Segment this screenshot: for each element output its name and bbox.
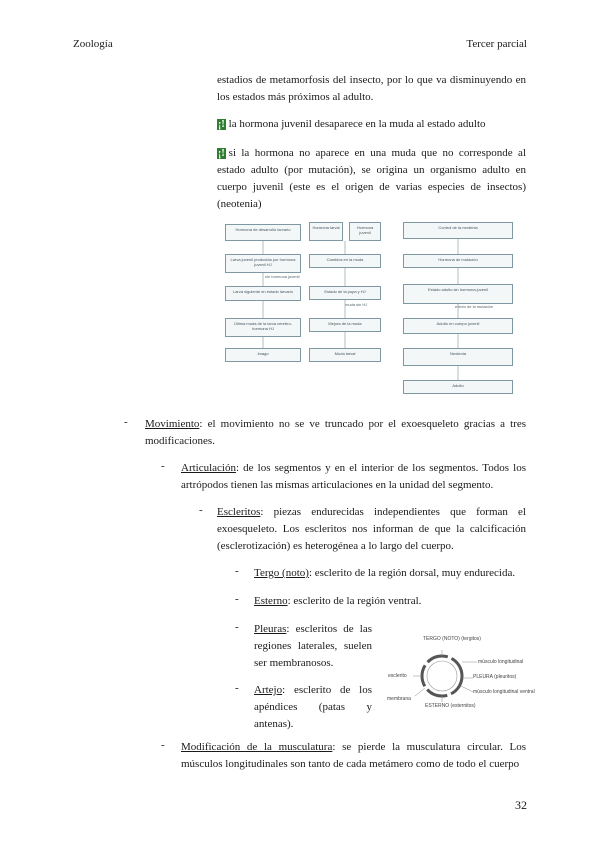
esterno-paragraph (254, 593, 526, 610)
label-esterno: ESTERNO (esternitos) (425, 703, 476, 709)
flow-box: Hormona de mutación (403, 254, 513, 268)
artejo-term: Artejo (254, 684, 283, 696)
intro-text: estadios de metamorfosis del insecto, por lo que va disminuyendo en los estados más próximos al adulto. (217, 74, 526, 103)
bullet-dash: - (199, 504, 203, 516)
flow-box: Mejora de la muda (309, 318, 381, 332)
flow-box: Adulto en cuerpo juvenil (403, 318, 513, 334)
bullet-dash: - (161, 739, 165, 751)
flow-connectors (225, 218, 513, 396)
flow-box: Hormona larval (309, 222, 343, 241)
flow-box: Estado adulto sin hormona juvenil (403, 284, 513, 304)
flow-note: sin hormona juvenil (265, 274, 300, 279)
flow-box: Estado de la pupa y HJ (309, 286, 381, 300)
tergo-text: : esclerito de la región dorsal, muy endurecida. (308, 567, 516, 579)
artejo-text: : esclerito de los apéndices (patas y antenas). (254, 684, 372, 730)
bullet-dash: - (161, 460, 165, 472)
flow-note: efecto de la mutación (455, 304, 494, 309)
label-esclerito: esclerito (388, 673, 407, 679)
pleuras-text: : escleritos de las regiones laterales, suelen ser membranosos. (254, 623, 372, 669)
movimiento-term: Movimiento (145, 418, 200, 430)
bullet-dash: - (235, 593, 239, 605)
flow-box: Larva siguiente en estado larvario (225, 286, 301, 301)
label-tergo: TERGO (NOTO) (tergitos) (423, 636, 481, 642)
label-longitudinal-muscle: músculo longitudinal (478, 659, 524, 665)
escleritos-paragraph (217, 504, 526, 555)
flow-box: Última muda de la larva cerebro-hormona HJ (225, 318, 301, 337)
header-left: Zoología (73, 38, 113, 50)
movimiento-text: : el movimiento no se ve truncado por el exoesqueleto gracias a tres modificaciones. (145, 418, 526, 447)
flow-box: Imago (225, 348, 301, 362)
musculatura-text: : se pierde la musculatura circular. Los músculos longitudinales son tanto de cada metámero como de todo el cuerpo (181, 741, 526, 770)
neotenia-text: si la hormona no aparece en una muda que no corresponde al estado adulto (por mutación), se origina un organismo adulto en cuerpo juvenil (este es el origen de varias especies de insectos) (neotenia) (217, 147, 526, 210)
musculatura-paragraph (181, 739, 526, 773)
highlight-marker: ¡! (218, 148, 225, 159)
flow-box: Hormona juvenil (349, 222, 381, 241)
artejo-paragraph (254, 682, 372, 733)
highlight-marker: ¡! (218, 119, 225, 130)
articulacion-text: : de los segmentos y en el interior de los segmentos. Todos los artrópodos tienen las mismas articulaciones en la unidad del segmento. (181, 462, 526, 491)
juvenile-hormone-item (217, 116, 526, 133)
bullet-dash: - (235, 682, 239, 694)
flow-box: Adulto (403, 380, 513, 394)
musculatura-term: Modificación de la musculatura (181, 741, 333, 753)
metamorphosis-flowchart (225, 218, 513, 396)
bullet-dash: - (235, 565, 239, 577)
escleritos-term: Escleritos (217, 506, 261, 518)
intro-paragraph (217, 72, 526, 106)
label-pleura: PLEURA (pleuritos) (473, 674, 517, 680)
esterno-text: : esclerito de la región ventral. (287, 595, 422, 607)
header-right: Tercer parcial (466, 38, 527, 50)
flow-box: Neotenia (403, 348, 513, 366)
flow-box: Control de la neotenia (403, 222, 513, 239)
escleritos-text: : piezas endurecidas independientes que forman el exoesqueleto. Los escleritos nos informan de que la calcificación (esclerotización) es heterogénea a lo largo del cuerpo. (217, 506, 526, 552)
tergo-paragraph (254, 565, 526, 582)
pleuras-paragraph (254, 621, 372, 672)
flow-box: Cambios en la muda (309, 254, 381, 268)
esterno-term: Esterno (254, 595, 288, 607)
bullet-dash: - (235, 621, 239, 633)
flow-box: Larva juvenil producida por hormona juvenil HJ (225, 254, 301, 273)
pleuras-term: Pleuras (254, 623, 287, 635)
tergo-term: Tergo (noto) (254, 567, 309, 579)
movimiento-paragraph (145, 416, 526, 450)
page-number: 32 (515, 798, 527, 812)
articulacion-term: Articulación (181, 462, 236, 474)
neotenia-item (217, 145, 526, 213)
juvenile-hormone-text: la hormona juvenil desaparece en la muda al estado adulto (228, 118, 486, 130)
exoskeleton-diagram (385, 630, 535, 715)
articulacion-paragraph (181, 460, 526, 494)
flow-box: Hormona de desarrollo larvario (225, 224, 301, 241)
label-membrana: membrana (387, 696, 411, 702)
bullet-dash: - (124, 416, 128, 428)
flow-box: Muda larval (309, 348, 381, 362)
flow-note: muda sin HJ (345, 302, 368, 307)
label-ventral-muscle: músculo longitudinal ventral (473, 689, 535, 695)
